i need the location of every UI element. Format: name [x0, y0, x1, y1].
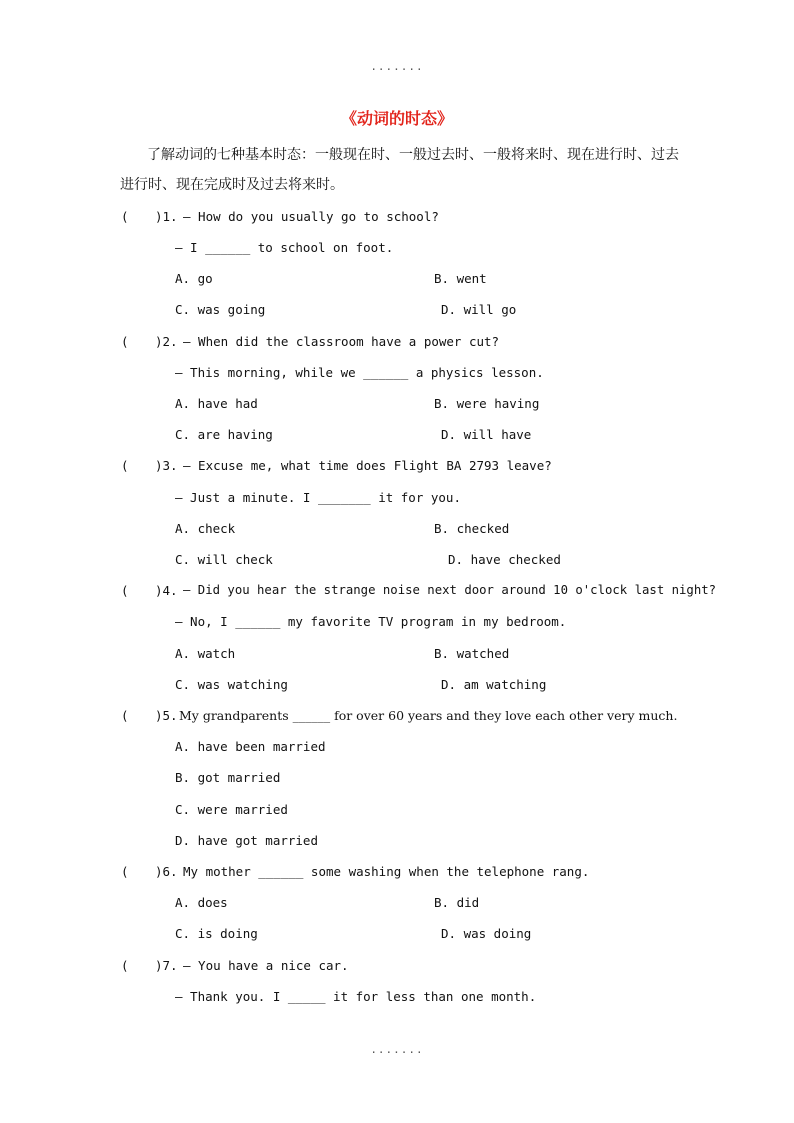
option-a: A. check [175, 521, 236, 536]
answer-paren-open: ( [121, 209, 129, 224]
option-a: A. go [175, 271, 213, 286]
question-stem: — How do you usually go to school? [183, 209, 439, 224]
option-d: D. will have [441, 427, 532, 442]
option-b: B. were having [434, 396, 540, 411]
header-dots: ....... [370, 60, 424, 73]
answer-paren-open: ( [121, 458, 129, 473]
option-d: D. will go [441, 302, 517, 317]
option-d: D. have got married [175, 833, 318, 848]
question-reply: — I ______ to school on foot. [175, 240, 394, 255]
question-number: )6. [155, 864, 178, 879]
intro-line-1: 了解动词的七种基本时态：一般现在时、一般过去时、一般将来时、现在进行时、过去 [147, 147, 679, 163]
footer-dots: ....... [370, 1043, 424, 1056]
question-reply: — This morning, while we ______ a physics lesson. [175, 365, 544, 380]
answer-paren-open: ( [121, 334, 129, 349]
option-c: C. was watching [175, 677, 288, 692]
question-stem: — When did the classroom have a power cut? [183, 334, 500, 349]
question-stem: — Did you hear the strange noise next door around 10 o'clock last night? [183, 583, 717, 597]
option-d: D. was doing [441, 926, 532, 941]
question-number: )7. [155, 958, 178, 973]
option-c: C. were married [175, 802, 288, 817]
option-b: B. got married [175, 770, 281, 785]
question-reply: — Thank you. I _____ it for less than one month. [175, 989, 537, 1004]
option-a: A. watch [175, 646, 236, 661]
option-a: A. does [175, 895, 228, 910]
question-number: )5. [155, 708, 178, 723]
option-b: B. went [434, 271, 487, 286]
option-a: A. have had [175, 396, 258, 411]
option-b: B. did [434, 895, 480, 910]
question-stem: My mother ______ some washing when the telephone rang. [183, 864, 590, 879]
page-title: 《动词的时态》 [340, 109, 453, 128]
option-a: A. have been married [175, 739, 326, 754]
question-number: )4. [155, 583, 178, 598]
option-b: B. watched [434, 646, 510, 661]
question-stem: — You have a nice car. [183, 958, 349, 973]
question-reply: — No, I ______ my favorite TV program in my bedroom. [175, 614, 567, 629]
question-reply: — Just a minute. I _______ it for you. [175, 490, 461, 505]
option-c: C. will check [175, 552, 273, 567]
answer-paren-open: ( [121, 708, 129, 723]
option-d: D. have checked [448, 552, 561, 567]
question-number: )3. [155, 458, 178, 473]
question-number: )2. [155, 334, 178, 349]
question-stem: — Excuse me, what time does Flight BA 2793 leave? [183, 458, 552, 473]
answer-paren-open: ( [121, 583, 129, 598]
answer-paren-open: ( [121, 958, 129, 973]
option-b: B. checked [434, 521, 510, 536]
option-c: C. are having [175, 427, 273, 442]
question-stem: My grandparents ______ for over 60 years and they love each other very much. [179, 708, 678, 723]
answer-paren-open: ( [121, 864, 129, 879]
option-c: C. is doing [175, 926, 258, 941]
intro-line-2: 进行时、现在完成时及过去将来时。 [120, 177, 344, 193]
option-d: D. am watching [441, 677, 547, 692]
option-c: C. was going [175, 302, 266, 317]
question-number: )1. [155, 209, 178, 224]
